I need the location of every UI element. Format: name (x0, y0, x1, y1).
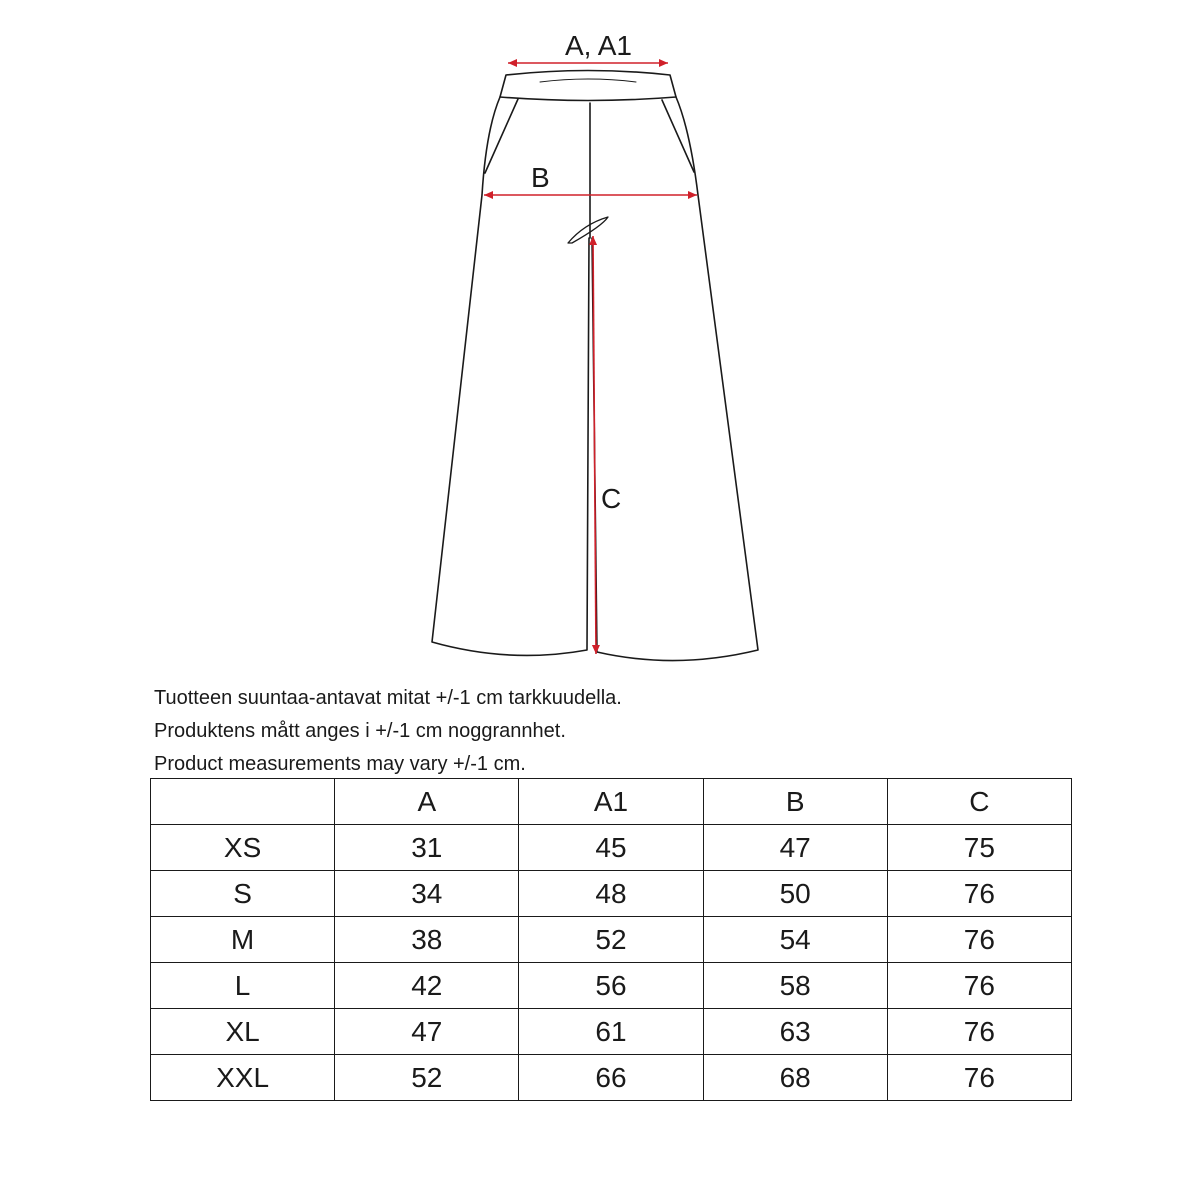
value-cell: 42 (335, 963, 519, 1009)
value-cell: 76 (887, 917, 1071, 963)
value-cell: 76 (887, 1055, 1071, 1101)
table-row (151, 1055, 1072, 1101)
value-cell: 48 (519, 871, 703, 917)
value-cell: 52 (335, 1055, 519, 1101)
size-cell: M (151, 917, 335, 963)
column-header: C (887, 779, 1071, 825)
value-cell: 76 (887, 1009, 1071, 1055)
size-table (150, 778, 1072, 1101)
value-cell: 56 (519, 963, 703, 1009)
value-cell: 52 (519, 917, 703, 963)
measurement-notes (154, 682, 1054, 781)
label-waist: A, A1 (565, 30, 632, 61)
value-cell: 63 (703, 1009, 887, 1055)
column-header (151, 779, 335, 825)
value-cell: 58 (703, 963, 887, 1009)
crotch-detail (568, 217, 608, 243)
value-cell: 47 (703, 825, 887, 871)
value-cell: 76 (887, 963, 1071, 1009)
label-inseam: C (601, 483, 622, 514)
right-pocket (662, 100, 694, 172)
note-english: Product measurements may vary +/-1 cm. (154, 753, 526, 775)
column-header: A (335, 779, 519, 825)
table-row (151, 1009, 1072, 1055)
note-swedish: Produktens mått anges i +/-1 cm noggrannhet. (154, 720, 566, 742)
table-header-row (151, 779, 1072, 825)
value-cell: 75 (887, 825, 1071, 871)
value-cell: 45 (519, 825, 703, 871)
left-leg-outline (432, 97, 589, 655)
left-pocket (485, 99, 518, 173)
size-cell: XXL (151, 1055, 335, 1101)
value-cell: 66 (519, 1055, 703, 1101)
right-leg-outline (592, 97, 758, 661)
column-header: A1 (519, 779, 703, 825)
note-finnish: Tuotteen suuntaa-antavat mitat +/-1 cm tarkkuudella. (154, 687, 622, 709)
table-row (151, 871, 1072, 917)
table-row (151, 963, 1072, 1009)
size-cell: XS (151, 825, 335, 871)
value-cell: 76 (887, 871, 1071, 917)
waistband (500, 71, 676, 101)
value-cell: 31 (335, 825, 519, 871)
label-hip: B (531, 162, 550, 193)
table-row (151, 917, 1072, 963)
value-cell: 47 (335, 1009, 519, 1055)
column-header: B (703, 779, 887, 825)
value-cell: 38 (335, 917, 519, 963)
value-cell: 50 (703, 871, 887, 917)
value-cell: 54 (703, 917, 887, 963)
value-cell: 68 (703, 1055, 887, 1101)
value-cell: 34 (335, 871, 519, 917)
size-cell: L (151, 963, 335, 1009)
arrow-inseam (593, 236, 596, 654)
table-row (151, 825, 1072, 871)
size-cell: XL (151, 1009, 335, 1055)
waistband-shirring (540, 79, 636, 82)
value-cell: 61 (519, 1009, 703, 1055)
size-cell: S (151, 871, 335, 917)
